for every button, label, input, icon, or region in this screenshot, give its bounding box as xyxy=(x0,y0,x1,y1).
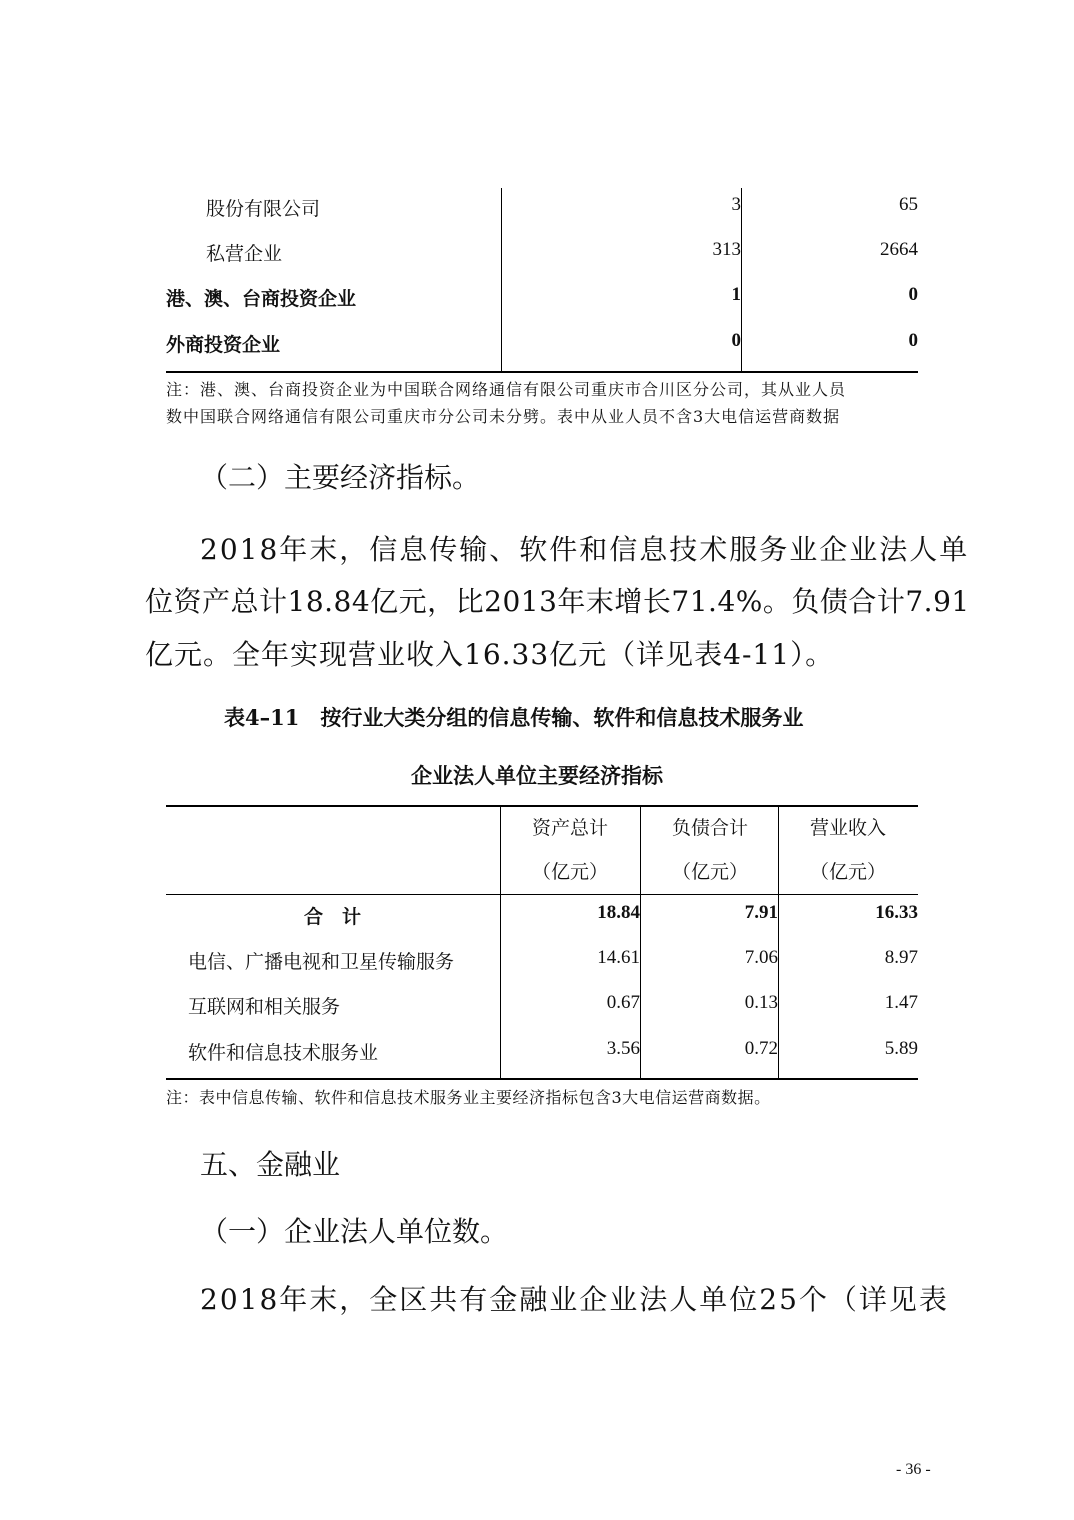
table2-cell-assets: 18.84 xyxy=(597,902,640,923)
table1-row-value-employees: 0 xyxy=(908,284,918,305)
table2-header-revenue xyxy=(779,813,917,884)
table2-bottom-rule xyxy=(166,1078,918,1080)
table2-title-line2: 企业法人单位主要经济指标 xyxy=(411,763,663,788)
table1-row-value-units: 0 xyxy=(731,330,741,351)
paragraph-line: 亿元。全年实现营业收入16.33亿元（详见表4-11）。 xyxy=(145,638,835,671)
table1-row xyxy=(166,184,918,228)
table2-cell-revenue: 8.97 xyxy=(884,947,918,968)
table2-cell-revenue: 16.33 xyxy=(875,902,918,923)
table2-row xyxy=(166,900,918,940)
table2-header-name: 营业收入 xyxy=(809,817,886,839)
table1-row xyxy=(166,320,918,364)
table1-row-value-employees: 65 xyxy=(899,194,918,215)
table2-cell-assets: 14.61 xyxy=(597,947,640,968)
table1-row-value-units: 1 xyxy=(731,284,741,305)
table2-cell-liabilities: 0.72 xyxy=(744,1038,778,1059)
table1-row-label: 股份有限公司 xyxy=(206,198,321,220)
table2-row xyxy=(166,990,918,1030)
table2-header-liabilities xyxy=(641,813,779,884)
table2-header-rule xyxy=(166,894,918,895)
table2-cell-assets: 0.67 xyxy=(606,992,640,1013)
section-heading-economic-indicators: （二）主要经济指标。 xyxy=(200,461,481,494)
page-number: - 36 - xyxy=(896,1461,931,1478)
table1-bottom-rule xyxy=(166,371,918,373)
table2-cell-revenue: 5.89 xyxy=(884,1038,918,1059)
table2-cell-revenue: 1.47 xyxy=(884,992,918,1013)
table1-row-value-employees: 0 xyxy=(908,330,918,351)
paragraph-line: 2018年末，全区共有金融业企业法人单位25个（详见表 xyxy=(200,1283,949,1316)
table1-row-value-units: 313 xyxy=(712,239,741,260)
table2-header-name: 负债合计 xyxy=(671,817,748,839)
table1-row-label: 港、澳、台商投资企业 xyxy=(166,288,357,310)
table1-row-value-employees: 2664 xyxy=(880,239,918,260)
table1-note-line2: 数中国联合网络通信有限公司重庆市分公司未分劈。表中从业人员不含3大电信运营商数据 xyxy=(166,407,841,426)
table2-row-label: 互联网和相关服务 xyxy=(188,996,341,1018)
table1-row-value-units: 3 xyxy=(731,194,741,215)
table2-cell-liabilities: 0.13 xyxy=(744,992,778,1013)
table2-cell-liabilities: 7.06 xyxy=(744,947,778,968)
table1-row xyxy=(166,229,918,273)
table2-row-label: 电信、广播电视和卫星传输服务 xyxy=(188,951,455,973)
table2-row-label: 软件和信息技术服务业 xyxy=(188,1042,379,1064)
table2-cell-assets: 3.56 xyxy=(606,1038,640,1059)
table2-title-line1: 表4–11 按行业大类分组的信息传输、软件和信息技术服务业 xyxy=(224,705,804,730)
table2-top-rule xyxy=(166,805,918,807)
table2-header-unit: （亿元） xyxy=(809,861,886,883)
table2-row-label: 合 计 xyxy=(304,906,362,928)
table1-row xyxy=(166,274,918,318)
table1-row-label: 私营企业 xyxy=(206,243,283,265)
table1-note-line1: 注：港、澳、台商投资企业为中国联合网络通信有限公司重庆市合川区分公司，其从业人员 xyxy=(166,380,847,399)
table1-row-label: 外商投资企业 xyxy=(166,334,281,356)
table2-note: 注：表中信息传输、软件和信息技术服务业主要经济指标包含3大电信运营商数据。 xyxy=(166,1088,771,1107)
table2-row xyxy=(166,1036,918,1076)
paragraph-line: 位资产总计18.84亿元，比2013年末增长71.4%。负债合计7.91 xyxy=(145,585,970,618)
table2-header-name: 资产总计 xyxy=(531,817,608,839)
paragraph-line: 2018年末，信息传输、软件和信息技术服务业企业法人单 xyxy=(200,533,970,566)
table2-header-unit: （亿元） xyxy=(531,861,608,883)
table2-header-assets xyxy=(501,813,639,884)
section-heading-finance: 五、金融业 xyxy=(200,1148,341,1181)
section-heading-enterprise-units: （一）企业法人单位数。 xyxy=(200,1215,509,1248)
table2-header-unit: （亿元） xyxy=(671,861,748,883)
table2-cell-liabilities: 7.91 xyxy=(744,902,778,923)
table2-row xyxy=(166,945,918,985)
